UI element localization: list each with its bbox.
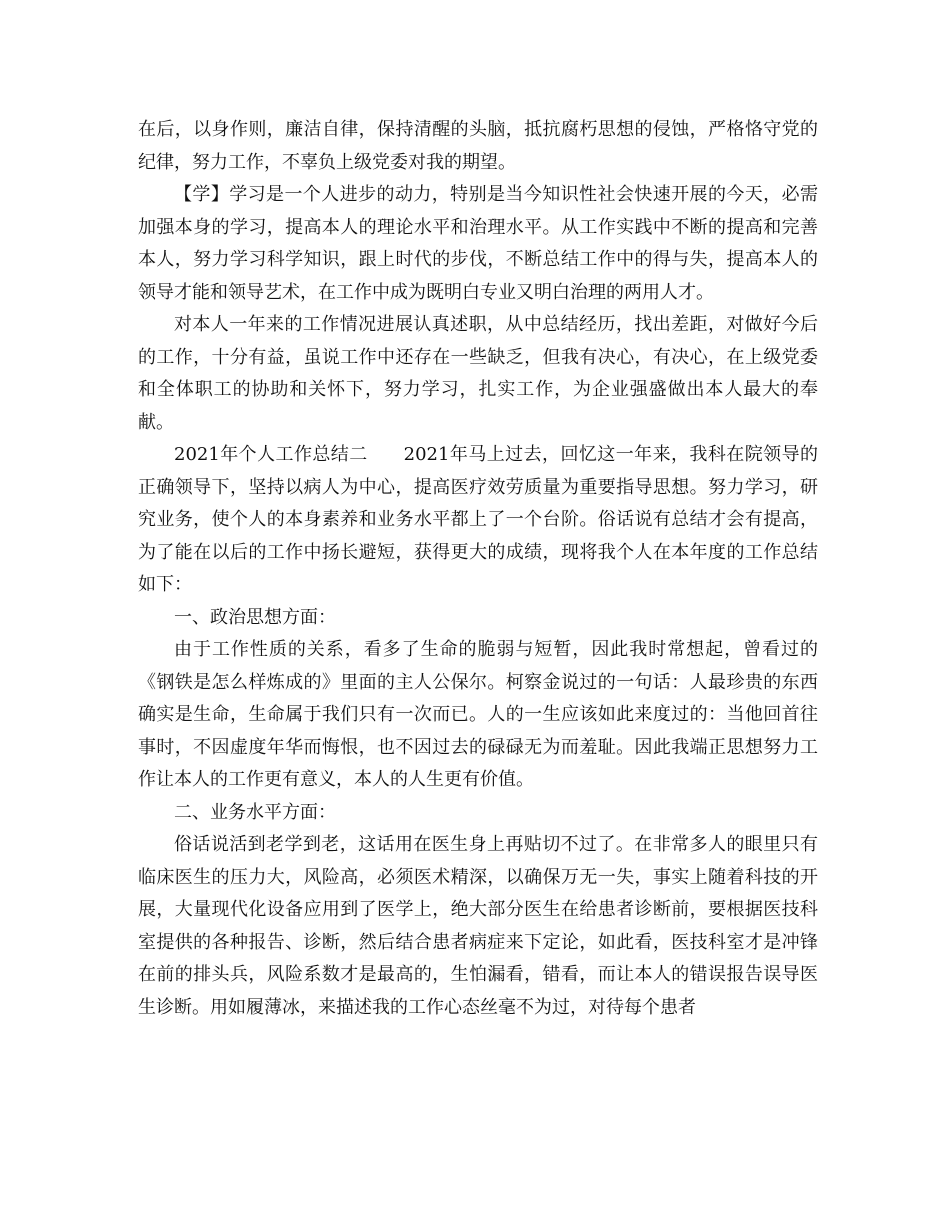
paragraph-continuation: 在后，以身作则，廉洁自律，保持清醒的头脑，抵抗腐朽思想的侵蚀，严格恪守党的纪律，努力工作，不辜负上级党委对我的期望。 <box>138 119 818 173</box>
document-body <box>138 114 818 1024</box>
paragraph-professional: 俗话说活到老学到老，这话用在医生身上再贴切不过了。在非常多人的眼里只有临床医生的压力大，风险高，必须医术精深，以确保万无一失，事实上随着科技的开展，大量现代化设备应用到了医学上，绝大部分医生在给患者诊断前，要根据医技科室提供的各种报告、诊断，然后结合患者病症来下定论，如此看，医技科室才是冲锋在前的排头兵，风险系数才是最高的，生怕漏看，错看，而让本人的错误报告误导医生诊断。用如履薄冰，来描述我的工作心态丝毫不为过，对待每个患者 <box>138 834 818 1018</box>
paragraph-section-two-intro <box>138 439 818 602</box>
subheading-political: 一、政治思想方面： <box>174 606 336 628</box>
paragraph-study: 【学】学习是一个人进步的动力，特别是当今知识性社会快速开展的今天，必需加强本身的学习，提高本人的理论水平和治理水平。从工作实践中不断的提高和完善本人，努力学习科学知识，跟上时代的步伐，不断总结工作中的得与失，提高本人的领导才能和领导艺术，在工作中成为既明白专业又明白治理的两用人才。 <box>138 184 818 303</box>
paragraph-summary: 对本人一年来的工作情况进展认真述职，从中总结经历，找出差距，对做好今后的工作，十分有益，虽说工作中还存在一些缺乏，但我有决心，有决心，在上级党委和全体职工的协助和关怀下，努力学习，扎实工作，为企业强盛做出本人最大的奉献。 <box>138 314 818 433</box>
paragraph-political: 由于工作性质的关系，看多了生命的脆弱与短暂，因此我时常想起，曾看过的《钢铁是怎么样炼成的》里面的主人公保尔。柯察金说过的一句话：人最珍贵的东西确实是生命，生命属于我们只有一次而已。人的一生应该如此来度过的：当他回首往事时，不因虚度年华而悔恨，也不因过去的碌碌无为而羞耻。因此我端正思想努力工作让本人的工作更有意义，本人的人生更有价值。 <box>138 639 818 790</box>
subheading-professional: 二、业务水平方面： <box>174 801 336 823</box>
section-heading: 2021年个人工作总结二 <box>174 444 368 465</box>
section-intro-text: 2021年马上过去，回忆这一年来，我科在院领导的正确领导下，坚持以病人为中心，提高医疗效劳质量为重要指导思想。努力学习，研究业务，使个人的本身素养和业务水平都上了一个台阶。俗话说有总结才会有提高，为了能在以后的工作中扬长避短，获得更大的成绩，现将我个人在本年度的工作总结如下： <box>138 444 818 595</box>
